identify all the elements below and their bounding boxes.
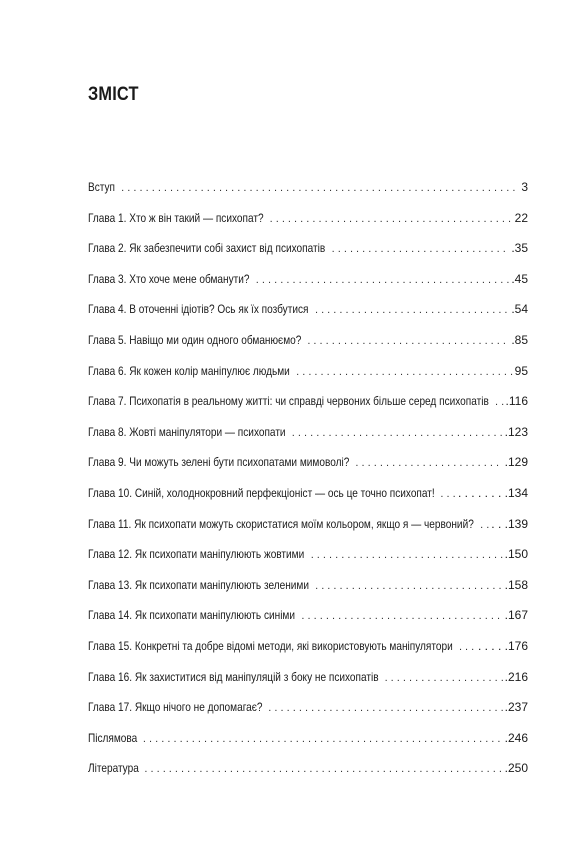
toc-entry <box>88 509 528 540</box>
page-title: ЗМІСТ <box>88 84 139 105</box>
toc-entry-page: . . . . .176 <box>477 638 528 653</box>
toc-entry-page: .54 <box>511 302 528 317</box>
toc-entry <box>88 172 528 203</box>
toc-entry-label: Література <box>88 761 139 776</box>
dot-leader <box>459 632 476 663</box>
toc-entry-label: Глава 7. Психопатія в реальному житті: чи справді червоних більше серед психопатів <box>88 394 489 409</box>
toc-entry-label: Глава 13. Як психопати маніпулюють зеленими <box>88 577 309 592</box>
toc-entry-label: Глава 2. Як забезпечити собі захист від психопатів <box>88 241 326 256</box>
toc-entry-label: Глава 17. Якщо нічого не допомагає? <box>88 700 263 715</box>
toc-entry <box>88 233 528 264</box>
toc-entry-label: Глава 15. Конкретні та добре відомі методи, які використовують маніпулятори <box>88 638 453 653</box>
toc-entry <box>88 570 528 601</box>
toc-entry <box>88 386 528 417</box>
toc-entry-page: .85 <box>511 332 528 347</box>
dot-leader <box>292 418 503 449</box>
toc-entry <box>88 203 528 234</box>
dot-leader <box>385 663 503 694</box>
toc-entry-page: .158 <box>504 577 528 592</box>
toc-entry <box>88 692 528 723</box>
dot-leader <box>315 571 503 602</box>
toc-entry-label: Глава 8. Жовті маніпулятори — психопати <box>88 424 286 439</box>
toc-entry-page: .129 <box>504 455 528 470</box>
toc-entry-label: Глава 11. Як психопати можуть скористатися моїм кольором, якщо я — червоний? <box>88 516 474 531</box>
toc-entry-page: .45 <box>511 271 528 286</box>
toc-entry <box>88 723 528 754</box>
toc-entry <box>88 753 528 784</box>
dot-leader <box>311 540 503 571</box>
toc-entry-label: Післямова <box>88 730 138 745</box>
dot-leader <box>296 357 513 388</box>
toc-entry-label: Глава 1. Хто ж він такий — психопат? <box>88 210 264 225</box>
dot-leader <box>270 204 513 235</box>
toc-entry-page: .35 <box>511 241 528 256</box>
toc-entry <box>88 264 528 295</box>
dot-leader <box>144 754 502 785</box>
toc-entry-label: Глава 9. Чи можуть зелені бути психопатами мимоволі? <box>88 455 350 470</box>
toc-entry <box>88 539 528 570</box>
toc-entry-label: Вступ <box>88 180 115 194</box>
toc-entry-label: Глава 16. Як захиститися від маніпуляцій з боку не психопатів <box>88 669 379 684</box>
toc-entry-label: Глава 4. В оточенні ідіотів? Ось як їх позбутися <box>88 302 309 317</box>
dot-leader <box>307 326 509 357</box>
table-of-contents <box>88 172 528 784</box>
toc-entry-label: Глава 3. Хто хоче мене обманути? <box>88 271 250 286</box>
dot-leader <box>440 479 456 510</box>
toc-entry-page: .167 <box>504 608 528 623</box>
dot-leader <box>143 724 503 755</box>
toc-entry-label: Глава 10. Синій, холоднокровний перфекціоніст — ось це точно психопат! <box>88 485 435 500</box>
toc-entry-page: .237 <box>504 700 528 715</box>
dot-leader <box>301 601 502 632</box>
toc-entry-page: 22 <box>514 210 528 225</box>
dot-leader <box>332 234 510 265</box>
toc-entry <box>88 294 528 325</box>
toc-entry-page: 3 <box>521 180 528 194</box>
toc-entry-page: .123 <box>504 424 528 439</box>
dot-leader <box>121 173 519 204</box>
dot-leader <box>355 448 502 479</box>
toc-entry-page: . . .139 <box>491 516 528 531</box>
toc-entry <box>88 325 528 356</box>
dot-leader <box>256 265 510 296</box>
toc-entry-page: . . . . . . . .134 <box>457 485 528 500</box>
toc-entry <box>88 447 528 478</box>
dot-leader <box>315 295 509 326</box>
dot-leader <box>268 693 502 724</box>
toc-entry-page: .116 <box>505 394 528 409</box>
toc-entry-page: .216 <box>504 669 528 684</box>
toc-entry <box>88 478 528 509</box>
toc-entry <box>88 600 528 631</box>
toc-entry-label: Глава 14. Як психопати маніпулюють синіми <box>88 608 295 623</box>
toc-entry <box>88 356 528 387</box>
toc-entry-page: .250 <box>504 761 528 776</box>
toc-entry-label: Глава 5. Навіщо ми один одного обманюємо? <box>88 332 302 347</box>
toc-entry-label: Глава 12. Як психопати маніпулюють жовтими <box>88 547 305 562</box>
toc-entry-page: .246 <box>504 730 528 745</box>
toc-entry <box>88 631 528 662</box>
dot-leader <box>480 510 489 541</box>
toc-entry <box>88 417 528 448</box>
dot-leader <box>495 387 504 418</box>
toc-entry-page: 95 <box>514 363 528 378</box>
toc-entry <box>88 662 528 693</box>
toc-entry-page: .150 <box>504 547 528 562</box>
toc-entry-label: Глава 6. Як кожен колір маніпулює людьми <box>88 363 290 378</box>
